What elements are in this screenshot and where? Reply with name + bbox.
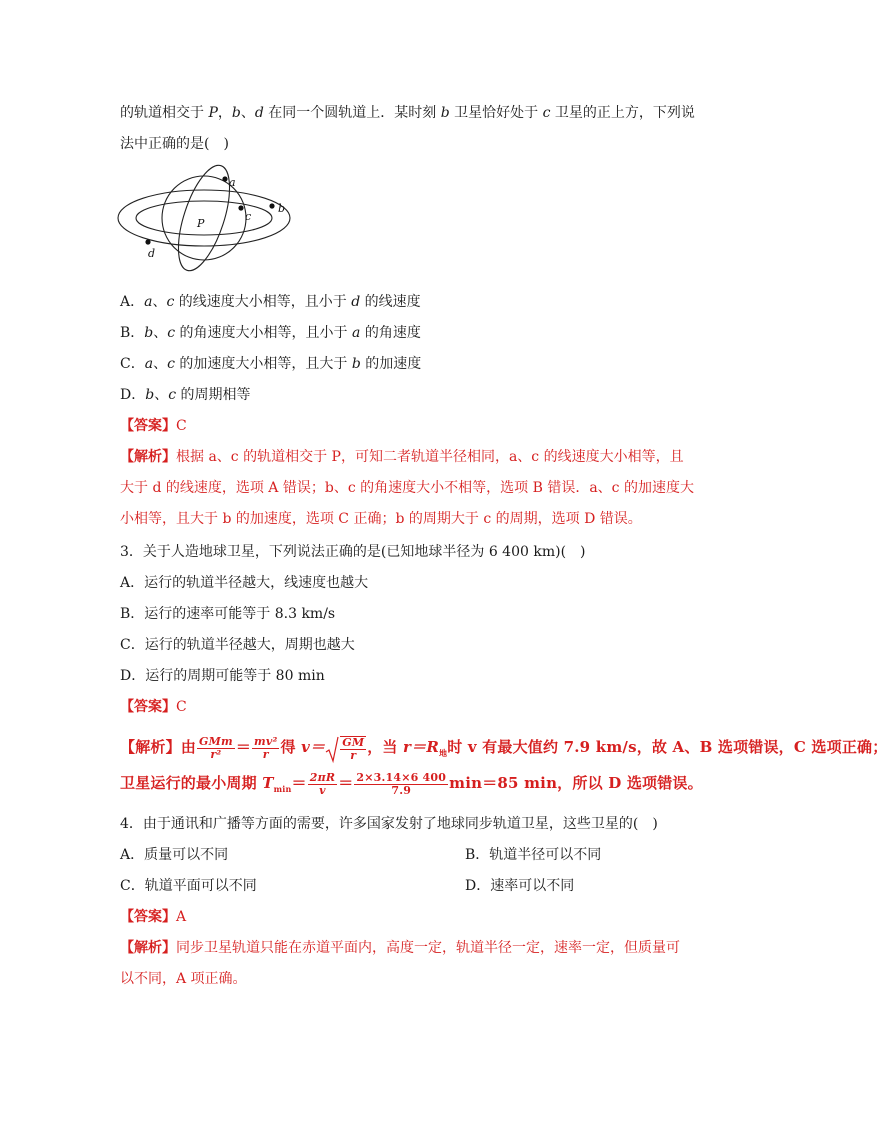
q2-analysis-line3: 小相等，且大于 b 的加速度，选项 C 正确；b 的周期大于 c 的周期，选项 D 错误。: [120, 511, 642, 527]
q4-option-row1: [120, 846, 602, 864]
q2-analysis-line1: 【解析】根据 a、c 的轨道相交于 P，可知二者轨道半径相同，a、c 的线速度大小相等，且: [120, 449, 684, 465]
q4-option-a: A．质量可以不同: [120, 847, 229, 863]
q2-analysis-line2: 大于 d 的线速度，选项 A 错误；b、c 的角速度大小不相等，选项 B 错误．a、c 的加速度大: [120, 480, 694, 496]
label-c: c: [245, 210, 252, 223]
q3-analysis-formula1: 【解析】由 $\frac{\text{GMm}}{\text{r²}}$ ＝ $\frac{\text{mv²}}{r}$ 得 v＝ $\frac{GM}{r}$ ，当 $r=R_地$时 v 有最大值约 7.9 km/s，故 A、B 选项错误，C 选项正确；: [120, 734, 887, 762]
q2-option-c: C．a、c 的加速度大小相等，且大于 b 的加速度: [120, 356, 422, 372]
q2-stem-line1: 的轨道相交于 P，b、d 在同一个圆轨道上．某时刻 b 卫星恰好处于 c 卫星的正上方，下列说: [120, 105, 695, 121]
sqrt-gm-over-r: $\frac{GM}{r}$: [325, 733, 367, 763]
q3-stem: 3．关于人造地球卫星，下列说法正确的是(已知地球半径为 6 400 km)( ): [120, 544, 586, 560]
q3-option-d: D．运行的周期可能等于 80 min: [120, 668, 325, 684]
q3-option-b: B．运行的速率可能等于 8.3 km/s: [120, 606, 336, 622]
label-P: P: [197, 217, 205, 230]
q4-answer: 【答案】A: [120, 909, 187, 925]
label-a: a: [229, 176, 236, 189]
q3-analysis-formula2: 卫星运行的最小周期 $T_{min}=$ $\frac{2\pi R}{v}$ ＝ $\frac{2\times 3.14\times 6 400}{7.9}$ min＝85 min，所以 D 选项错误。: [120, 770, 703, 797]
fraction-gmm-r2: $\frac{\text{GMm}}{\text{r²}}$: [199, 734, 233, 761]
q3-option-a: A．运行的轨道半径越大，线速度也越大: [120, 575, 369, 591]
q4-option-b: B．轨道半径可以不同: [465, 847, 602, 863]
q3-option-c: C．运行的轨道半径越大，周期也越大: [120, 637, 355, 653]
q4-analysis-line2: 以不同，A 项正确。: [120, 971, 247, 987]
orbit-figure: [118, 160, 298, 280]
q2-option-b: B．b、c 的角速度大小相等，且小于 a 的角速度: [120, 325, 421, 341]
q4-option-d: D．速率可以不同: [465, 878, 575, 894]
q4-option-row2: [120, 877, 575, 895]
q4-stem: 4．由于通讯和广播等方面的需要，许多国家发射了地球同步轨道卫星，这些卫星的( ): [120, 816, 658, 832]
q2-option-d: D．b、c 的周期相等: [120, 387, 251, 403]
label-b: b: [278, 202, 286, 215]
q3-answer: 【答案】C: [120, 699, 187, 715]
q2-option-a: A．a、c 的线速度大小相等，且小于 d 的线速度: [120, 294, 421, 310]
satellite-b: [269, 203, 274, 208]
satellite-a: [222, 176, 227, 181]
fraction-mv2-r: $\frac{\text{mv²}}{r}$: [254, 734, 278, 761]
q4-option-c: C．轨道平面可以不同: [120, 878, 257, 894]
q2-answer: 【答案】C: [120, 418, 187, 434]
q2-stem-line2: 法中正确的是( ): [120, 136, 229, 152]
satellite-d: [145, 239, 150, 244]
q4-analysis-line1: 【解析】同步卫星轨道只能在赤道平面内，高度一定，轨道半径一定，速率一定，但质量可: [120, 940, 680, 956]
fraction-numeric: $\frac{2\times 3.14\times 6 400}{7.9}$: [356, 770, 447, 797]
fraction-2piR-v: $\frac{2\pi R}{v}$: [309, 770, 336, 797]
label-d: d: [148, 247, 156, 260]
satellite-c: [238, 205, 243, 210]
